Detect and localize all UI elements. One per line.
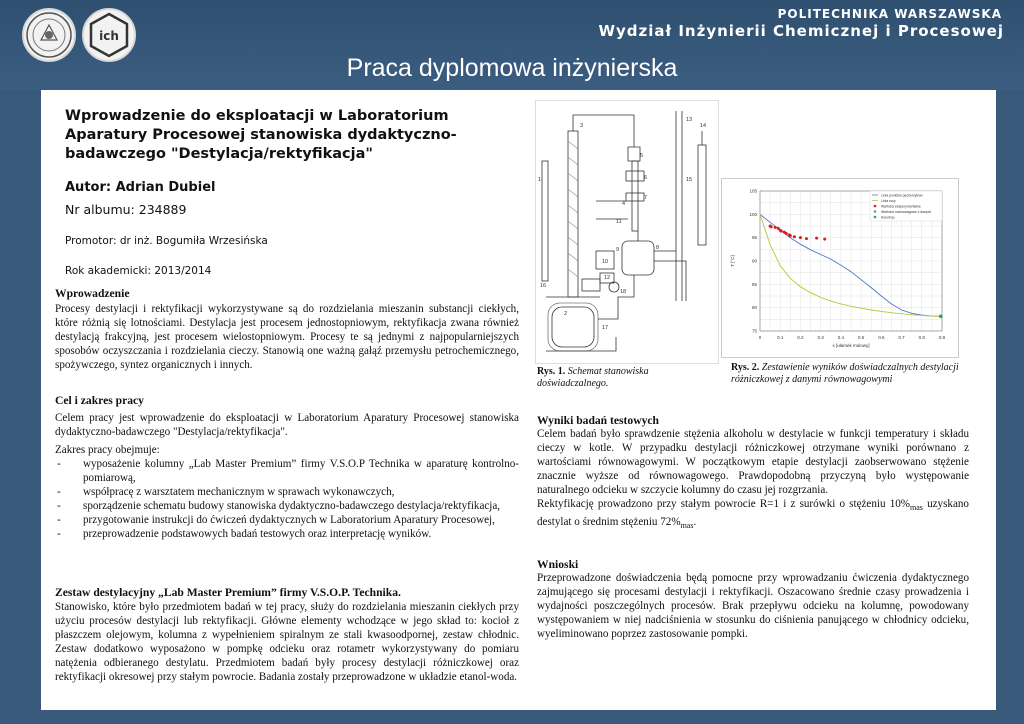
- legend-swatch: [874, 216, 877, 219]
- experimental-point: [785, 232, 788, 235]
- x-tick-label: 0.9: [938, 335, 946, 340]
- setup-section: [55, 586, 519, 684]
- vle-chart-svg: [722, 179, 958, 357]
- schematic-label: 13: [686, 117, 693, 123]
- legend-label: Linia rosy: [881, 198, 896, 203]
- y-tick-label: 95: [751, 235, 757, 241]
- apparatus-schematic: [535, 100, 719, 364]
- scope-item: - przygotowanie instrukcji do ćwiczeń dydaktycznych w Laboratorium Aparatury Procesowej,: [55, 513, 519, 527]
- legend-swatch: [874, 205, 877, 208]
- experimental-point: [770, 225, 773, 228]
- conclusions-section: [537, 558, 969, 641]
- album-number: Nr albumu: 234889: [65, 202, 187, 217]
- goal-text: Celem pracy jest wprowadzenie do eksploatacji w Laboratorium Aparatury Procesowej stanowiska dydaktyczno-badawczego "Destylacja/rektyfikacja".: [55, 412, 519, 438]
- y-tick-label: 100: [749, 211, 757, 217]
- experimental-point: [823, 238, 826, 241]
- series-line: [760, 214, 941, 316]
- x-tick-label: 0.4: [837, 335, 845, 340]
- schematic-label: 5: [640, 153, 644, 159]
- x-tick-label: 0.3: [817, 335, 824, 340]
- experimental-point: [793, 235, 796, 238]
- results-text: Celem badań było sprawdzenie stężenia alkoholu w destylacie w funkcji temperatury i składu cieczy w kotle. W przypadku destylacji różniczkowej otrzymane wyniki porównano z wartościami równowagowymi. W początkowym etapie destylacji zaobserwowano stężenie znacznie wyższe od równowagowego. Prawdopodobną przyczyną było występowanie naturalnego odcieku w szczycie kolumny do czasu jej rozgrzania.: [537, 428, 969, 496]
- x-tick-label: 0.8: [918, 335, 925, 340]
- figure1-caption-text: Schemat stanowiska doświadczalnego.: [537, 366, 649, 389]
- schematic-label: 17: [602, 325, 609, 331]
- faculty-name: Wydział Inżynierii Chemicznej i Procesowej: [598, 22, 1004, 40]
- legend-label: Linia punktów pęcherzyków: [881, 193, 923, 198]
- x-tick-label: 0.2: [797, 335, 804, 340]
- experimental-point: [789, 234, 792, 237]
- x-tick-label: 0.5: [857, 335, 865, 340]
- legend-label: Wartości eksperymentalne: [881, 204, 921, 209]
- figure2-caption-text: Zestawienie wyników doświadczalnych destylacji różniczkowej z danymi równowagowymi: [731, 362, 959, 385]
- schematic-label: 18: [620, 289, 627, 295]
- scope-item: - sporządzenie schematu budowy stanowiska dydaktyczno-badawczego destylacja/rektyfikacja,: [55, 499, 519, 513]
- academic-year: Rok akademicki: 2013/2014: [65, 265, 212, 277]
- conclusions-text: Przeprowadzone doświadczenia będą pomocne przy wprowadzaniu ćwiczenia dydaktycznego zajmującego się procesami destylacji i rektyfikacji. Oszacowano średnie czasy prowadzenia i wydajności poszczególnych procesów. Brak przepływu odcieku na kolumnę, powodowany występowaniem w niej nadciśnienia w stosunku do ciśnienia panującego w chłodnicy odcieku, wyeliminowano poprzez zastosowanie pompki.: [537, 572, 969, 640]
- schematic-label: 14: [700, 123, 707, 129]
- y-tick-label: 90: [751, 258, 757, 264]
- schematic-label: 12: [604, 275, 611, 281]
- y-tick-label: 80: [751, 305, 757, 311]
- promotor: Promotor: dr inż. Bogumiła Wrzesińska: [65, 235, 268, 247]
- x-tick-label: 0: [758, 335, 762, 340]
- schematic-label: 7: [644, 195, 648, 201]
- figure1-caption-label: Rys. 1.: [537, 366, 566, 377]
- schematic-label: 10: [602, 259, 609, 265]
- x-tick-label: 0.1: [777, 335, 784, 340]
- vle-chart: [721, 178, 959, 358]
- schematic-label: 15: [686, 177, 693, 183]
- results-section: [537, 414, 969, 533]
- schematic-label: 16: [540, 283, 547, 289]
- figure1-caption: [537, 366, 717, 390]
- rectification-text: Rektyfikację prowadzono przy stałym powrocie R=1 i z surówki o stężeniu $10\%_{mas}$ uzyskano destylat o średnim stężeniu $72\%_{mas}$.: [537, 498, 969, 531]
- scope-item: - wyposażenie kolumny „Lab Master Premium” firmy V.S.O.P Technika w aparaturę kontrolno-pomiarową,: [55, 457, 519, 485]
- intro-text: Procesy destylacji i rektyfikacji wykorzystywane są do rozdzielania mieszanin substancji ciekłych, które różnią się lotnościami. Destylacja jest procesem jednostopniowym, rektyfikacja zwana również destylacją frakcyjną, jest procesem wielostopniowym. Procesy te są jednymi z najpopularniejszych sposobów oczyszczania i rozdzielania cieczy. Stanowią one ważną gałąź przemysłu petrochemicznego, spożywczego, syntez organicznych i innych.: [55, 303, 519, 371]
- experimental-point: [799, 236, 802, 239]
- x-tick-label: 0.6: [878, 335, 885, 340]
- results-heading: Wyniki badań testowych: [537, 414, 659, 427]
- conclusions-heading: Wnioski: [537, 558, 579, 571]
- schematic-label: 11: [616, 219, 622, 225]
- goal-heading: Cel i zakres pracy: [55, 394, 144, 407]
- experimental-point: [805, 237, 808, 240]
- university-name: POLITECHNIKA WARSZAWSKA: [777, 7, 1002, 21]
- schematic-label: 4: [622, 201, 626, 207]
- scope-item: - współpracę z warsztatem mechanicznym w sprawach wykonawczych,: [55, 485, 519, 499]
- legend-label: Azeotrop: [881, 215, 895, 220]
- schematic-label: 3: [580, 123, 584, 129]
- setup-text: Stanowisko, które było przedmiotem badań w tej pracy, służy do rozdzielania mieszanin ciekłych przy użyciu procesów destylacji lub rektyfikacji. Główne elementy wchodzące w jego skład to: kocioł z płaszczem olejowym, kolumna z wypełnieniem spiralnym ze stali kwasoodpornej, zestaw chłodnic. Zestaw dodatkowo wyposażono w pompkę odcieku oraz rotametr wykorzystywany do pomiaru natężenia odbieranego destylatu. Przedmiotem badań były procesy destylacji różniczkowej oraz rektyfikacji okresowej przy stałym powrocie. Badania zostały przeprowadzone w układzie etanol-woda.: [55, 601, 519, 683]
- experimental-point: [774, 226, 777, 229]
- intro-heading: Wprowadzenie: [55, 287, 130, 300]
- scope-heading: Zakres pracy obejmuje:: [55, 444, 160, 456]
- intro-section: [55, 287, 519, 372]
- legend-label: Wartości równowagowe z danych: [881, 209, 932, 214]
- schematic-label: 2: [564, 311, 568, 317]
- author: Autor: Adrian Dubiel: [65, 180, 216, 195]
- faculty-logo-text: ich: [99, 29, 119, 43]
- header-banner: [0, 0, 1024, 90]
- y-axis-label: T [°C]: [730, 255, 735, 267]
- y-tick-label: 85: [751, 281, 757, 287]
- setup-heading: Zestaw destylacyjny „Lab Master Premium” firmy V.S.O.P. Technika.: [55, 586, 401, 599]
- thesis-title: Wprowadzenie do eksploatacji w Laboratorium Aparatury Procesowej stanowiska dydaktyczno-badawczego "Destylacja/rektyfikacja": [65, 108, 457, 162]
- poster-panel: [41, 90, 996, 710]
- x-tick-label: 0.7: [898, 335, 905, 340]
- schematic-label: 1: [538, 177, 542, 183]
- poster-type-title: Praca dyplomowa inżynierska: [346, 54, 678, 82]
- series-line: [760, 214, 941, 316]
- goal-section: [55, 394, 519, 541]
- x-axis-label: x [ułamek molowy]: [832, 343, 870, 348]
- y-tick-label: 105: [749, 188, 757, 194]
- figure2-caption: [731, 362, 961, 386]
- figure2-caption-label: Rys. 2.: [731, 362, 760, 373]
- experimental-point: [780, 230, 783, 233]
- y-tick-label: 75: [751, 328, 757, 334]
- legend-swatch: [874, 210, 877, 213]
- azeotrope-point: [939, 315, 943, 319]
- schematic-label: 8: [656, 245, 660, 251]
- schematic-label: 9: [616, 247, 620, 253]
- schematic-label: 6: [644, 175, 648, 181]
- experimental-point: [815, 237, 818, 240]
- scope-item: - przeprowadzenie podstawowych badań testowych oraz interpretację wyników.: [55, 527, 519, 541]
